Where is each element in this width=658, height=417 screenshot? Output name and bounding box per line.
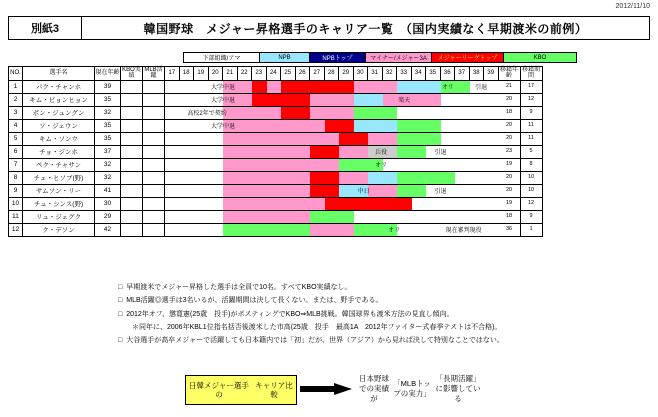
cell-timeline — [165, 106, 499, 119]
header-year-28: 28 — [324, 67, 339, 81]
cell-mlb — [143, 184, 165, 197]
timeline-label: オリ — [375, 163, 388, 170]
legend-item-3: マイナー/メジャー3A — [366, 53, 432, 62]
timeline-segment — [354, 120, 398, 132]
header-move-age: 移籍年齢 — [499, 67, 518, 80]
header-year-38: 38 — [469, 67, 484, 81]
timeline-segment — [165, 185, 223, 197]
header-mlb: MLB活躍 — [144, 67, 163, 80]
header-year-24: 24 — [266, 67, 281, 81]
cell-age: 37 — [95, 145, 121, 158]
timeline-segment — [223, 146, 310, 158]
cell-age: 39 — [95, 80, 121, 93]
table-row — [9, 93, 543, 106]
header-year-30: 30 — [353, 67, 368, 81]
cell-move-period: 11 — [520, 132, 542, 145]
header-year-17: 17 — [165, 67, 180, 81]
note-item-0 — [118, 281, 618, 294]
timeline-label: 兵役 — [375, 150, 388, 157]
note-text: ＊同年に、2006年KBL1位指名括否後渡米した市高(25歳 投手 最高1A 2012年ファイター式春季テストは不合格)。 — [132, 323, 502, 331]
timeline-segment — [412, 198, 499, 210]
cell-move-period: 10 — [520, 171, 542, 184]
cell-no: 2 — [9, 93, 23, 106]
timeline-segment — [441, 133, 499, 145]
checkbox-icon: □ — [118, 337, 123, 345]
timeline-segment — [354, 211, 499, 223]
cell-timeline — [165, 197, 499, 210]
career-table — [8, 66, 543, 237]
cell-age: 42 — [95, 223, 121, 236]
cell-name: ソ・ジェウン — [23, 119, 95, 132]
cell-age: 32 — [95, 106, 121, 119]
checkbox-icon: □ — [118, 284, 123, 291]
cell-kbo — [121, 184, 143, 197]
table-row — [9, 223, 543, 236]
header-age: 現在年齢 — [95, 67, 121, 81]
timeline-label: 大学中退 — [210, 85, 235, 92]
timeline-segment — [165, 133, 223, 145]
cell-no: 1 — [9, 80, 23, 93]
cell-kbo — [121, 210, 143, 223]
header-year-36: 36 — [440, 67, 455, 81]
timeline-segment — [223, 159, 339, 171]
note-text: 早期渡米でメジャー昇格した選手は全員で10名。すべてKBO実績なし。 — [126, 284, 352, 291]
checkbox-icon: □ — [118, 297, 123, 305]
cell-mlb — [143, 80, 165, 93]
cell-timeline — [165, 145, 499, 158]
cell-name: チョ・ジンホ — [23, 145, 95, 158]
box-line: 日本野球での実績が — [358, 374, 389, 403]
cell-kbo — [121, 106, 143, 119]
legend-item-2: NPBトップ — [310, 53, 366, 62]
cell-mlb — [143, 132, 165, 145]
cell-mlb — [143, 171, 165, 184]
cell-timeline — [165, 171, 499, 184]
timeline-segment — [310, 94, 354, 106]
cell-move-age: 20 — [498, 132, 520, 145]
timeline-label: 大学中退 — [210, 98, 235, 105]
timeline-segment — [223, 211, 310, 223]
header-year-22: 22 — [237, 67, 252, 81]
conclusion-box — [356, 371, 484, 407]
header-year-25: 25 — [281, 67, 296, 81]
cell-timeline — [165, 93, 499, 106]
cell-name: キム・ビョンヒョン — [23, 93, 95, 106]
header-no: NO. — [9, 67, 23, 81]
cell-move-age: 18 — [498, 210, 520, 223]
timeline-segment — [310, 224, 354, 236]
timeline-segment — [354, 107, 398, 119]
cell-kbo — [121, 223, 143, 236]
cell-no: 12 — [9, 223, 23, 236]
timeline-segment — [223, 133, 339, 145]
cell-no: 3 — [9, 106, 23, 119]
cell-move-period: 12 — [520, 93, 542, 106]
cell-mlb — [143, 158, 165, 171]
timeline-label: 大学中退 — [210, 124, 235, 131]
timeline-segment — [223, 172, 310, 184]
cell-name: リュ・ジェグク — [23, 210, 95, 223]
cell-move-age: 20 — [498, 171, 520, 184]
cell-move-age: 23 — [498, 145, 520, 158]
cell-move-age: 18 — [498, 106, 520, 119]
timeline-segment — [165, 224, 223, 236]
timeline-segment — [354, 81, 398, 93]
table-row — [9, 145, 543, 158]
box-line: 「MLBトップの実力」 — [393, 379, 431, 398]
table-row — [9, 80, 543, 93]
cell-name: チェ・ヒソブ(野) — [23, 171, 95, 184]
legend-item-4: メジャーリーグトップ — [432, 53, 504, 62]
table-row — [9, 119, 543, 132]
cell-timeline — [165, 184, 499, 197]
cell-no: 6 — [9, 145, 23, 158]
cell-timeline — [165, 210, 499, 223]
cell-age: 30 — [95, 197, 121, 210]
cell-mlb — [143, 197, 165, 210]
timeline-segment — [310, 172, 339, 184]
note-item-2 — [118, 308, 618, 321]
timeline-label: 高校2年で契約 — [187, 111, 227, 118]
comparison-box — [185, 375, 297, 405]
cell-no: 8 — [9, 171, 23, 184]
timeline-segment — [165, 211, 223, 223]
timeline-label: オリ — [441, 85, 454, 92]
timeline-segment — [310, 185, 339, 197]
cell-mlb — [143, 223, 165, 236]
header-kbo: KBO実績 — [122, 67, 141, 80]
cell-name: ペク・チャサン — [23, 158, 95, 171]
cell-move-period: 5 — [520, 145, 542, 158]
notes-list — [118, 281, 618, 347]
cell-name: チュ・シンス(野) — [23, 197, 95, 210]
table-row — [9, 184, 543, 197]
timeline-segment — [165, 159, 223, 171]
title-bar — [8, 16, 650, 40]
timeline-label: 引退 — [434, 150, 447, 157]
timeline-label: 引退 — [475, 85, 488, 92]
header-year-32: 32 — [382, 67, 397, 81]
table-row — [9, 106, 543, 119]
timeline-segment — [397, 133, 441, 145]
timeline-label: 中日 — [357, 189, 370, 196]
cell-kbo — [121, 93, 143, 106]
timeline-segment — [368, 172, 397, 184]
cell-move-period: 10 — [520, 184, 542, 197]
cell-age: 35 — [95, 93, 121, 106]
timeline-label: 楽天 — [398, 98, 411, 105]
cell-move-period: 11 — [520, 119, 542, 132]
table-row — [9, 171, 543, 184]
timeline-segment — [339, 133, 368, 145]
timeline-segment — [383, 159, 499, 171]
note-item-3 — [132, 321, 618, 334]
cell-age: 32 — [95, 171, 121, 184]
cell-name: サムソン・リー — [23, 184, 95, 197]
cell-kbo — [121, 132, 143, 145]
cell-mlb — [143, 210, 165, 223]
header-year-39: 39 — [484, 67, 499, 81]
timeline-segment — [267, 81, 282, 93]
legend-item-5: KBO — [504, 53, 576, 62]
cell-kbo — [121, 158, 143, 171]
cell-mlb — [143, 106, 165, 119]
cell-move-period: 12 — [520, 197, 542, 210]
timeline-segment — [441, 120, 499, 132]
cell-no: 9 — [9, 184, 23, 197]
timeline-segment — [339, 172, 368, 184]
cell-kbo — [121, 197, 143, 210]
timeline-segment — [397, 172, 455, 184]
legend-item-0: 下部組織/アマ — [184, 53, 260, 62]
box-line: キャリア比較 — [255, 380, 293, 399]
header-year-23: 23 — [252, 67, 267, 81]
cell-no: 11 — [9, 210, 23, 223]
cell-kbo — [121, 145, 143, 158]
cell-age: 32 — [95, 158, 121, 171]
header-name: 選手名 — [23, 67, 95, 81]
cell-no: 5 — [9, 132, 23, 145]
note-item-4 — [118, 334, 618, 347]
timeline-label: オリ — [388, 228, 401, 235]
header-year-33: 33 — [397, 67, 412, 81]
timeline-segment — [165, 146, 223, 158]
timeline-label: 引退 — [434, 189, 447, 196]
note-item-1 — [118, 294, 618, 307]
note-text: 大谷選手が高卒メジャーで活躍しても日本籍内では「初」だが、世界（アジア）から見れば決して特別なことではない。 — [126, 337, 504, 345]
box-line: 日韓メジャー選手の — [189, 380, 249, 399]
table-row — [9, 158, 543, 171]
cell-mlb — [143, 145, 165, 158]
timeline-segment — [223, 224, 310, 236]
timeline-segment — [281, 107, 310, 119]
cell-move-age: 20 — [498, 93, 520, 106]
cell-timeline — [165, 132, 499, 145]
legend — [183, 52, 577, 63]
cell-kbo — [121, 171, 143, 184]
checkbox-icon: □ — [118, 310, 123, 318]
cell-name: パク・チャンホ — [23, 80, 95, 93]
header-year-35: 35 — [426, 67, 441, 81]
header-move-period: 移籍期間 — [521, 67, 540, 80]
cell-move-period: 17 — [520, 80, 542, 93]
cell-mlb — [143, 119, 165, 132]
header-year-31: 31 — [368, 67, 383, 81]
cell-timeline — [165, 119, 499, 132]
cell-no: 10 — [9, 197, 23, 210]
timeline-label: 現在審判現役 — [445, 228, 482, 235]
header-year-34: 34 — [411, 67, 426, 81]
cell-name: ボン・ジュングン — [23, 106, 95, 119]
cell-age: 35 — [95, 119, 121, 132]
cell-age: 35 — [95, 132, 121, 145]
header-year-37: 37 — [455, 67, 470, 81]
timeline-segment — [441, 94, 499, 106]
timeline-segment — [281, 81, 354, 93]
cell-no: 7 — [9, 158, 23, 171]
cell-mlb — [143, 93, 165, 106]
header-year-20: 20 — [208, 67, 223, 81]
timeline-segment — [397, 120, 441, 132]
cell-move-period: 1 — [520, 223, 542, 236]
timeline-segment — [310, 107, 354, 119]
timeline-segment — [310, 146, 339, 158]
cell-timeline — [165, 158, 499, 171]
cell-name: ク・デソン — [23, 223, 95, 236]
note-text: MLB活躍◎選手は3名いるが、活躍期間は決して長くない。または、野手である。 — [126, 297, 383, 305]
cell-move-period: 9 — [520, 210, 542, 223]
timeline-segment — [325, 198, 412, 210]
cell-name: キム・ソンウ — [23, 132, 95, 145]
timeline-segment — [310, 211, 354, 223]
header-year-26: 26 — [295, 67, 310, 81]
legend-item-1: NPB — [260, 53, 310, 62]
table-row — [9, 132, 543, 145]
header-year-18: 18 — [179, 67, 194, 81]
date-label: 2012/11/10 — [615, 3, 650, 10]
cell-move-age: 20 — [498, 184, 520, 197]
cell-timeline — [165, 80, 499, 93]
timeline-segment — [325, 120, 354, 132]
box-line: 「長期活躍」に影響している — [435, 374, 481, 403]
cell-kbo — [121, 80, 143, 93]
cell-age: 29 — [95, 210, 121, 223]
cell-kbo — [121, 119, 143, 132]
cell-move-age: 19 — [498, 197, 520, 210]
timeline-segment — [223, 198, 325, 210]
cell-move-age: 36 — [498, 223, 520, 236]
table-row — [9, 197, 543, 210]
cell-no: 4 — [9, 119, 23, 132]
timeline-segment — [165, 172, 223, 184]
header-year-27: 27 — [310, 67, 325, 81]
timeline-segment — [455, 172, 499, 184]
cell-move-age: 20 — [498, 119, 520, 132]
cell-move-period: 8 — [520, 158, 542, 171]
cell-move-age: 21 — [498, 80, 520, 93]
header-year-21: 21 — [223, 67, 238, 81]
table-row — [9, 210, 543, 223]
arrow-icon — [300, 383, 352, 395]
page-title: 韓国野球 メジャー昇格選手のキャリア一覧 （国内実績なく早期渡米の前例） — [143, 21, 588, 36]
header-year-29: 29 — [339, 67, 354, 81]
cell-move-age: 19 — [498, 158, 520, 171]
attachment-tag: 別紙3 — [9, 17, 82, 39]
timeline-segment — [223, 185, 310, 197]
header-year-19: 19 — [194, 67, 209, 81]
timeline-segment — [397, 107, 499, 119]
cell-timeline — [165, 223, 499, 236]
note-text: 2012年オフ、懲寛憲(25歳 投手)がポスティングでKBO⇒MLB挑戦。韓国球界も渡米方法の見直し傾向。 — [126, 310, 454, 318]
timeline-segment — [368, 133, 397, 145]
timeline-segment — [165, 198, 223, 210]
cell-age: 41 — [95, 184, 121, 197]
cell-move-period: 9 — [520, 106, 542, 119]
